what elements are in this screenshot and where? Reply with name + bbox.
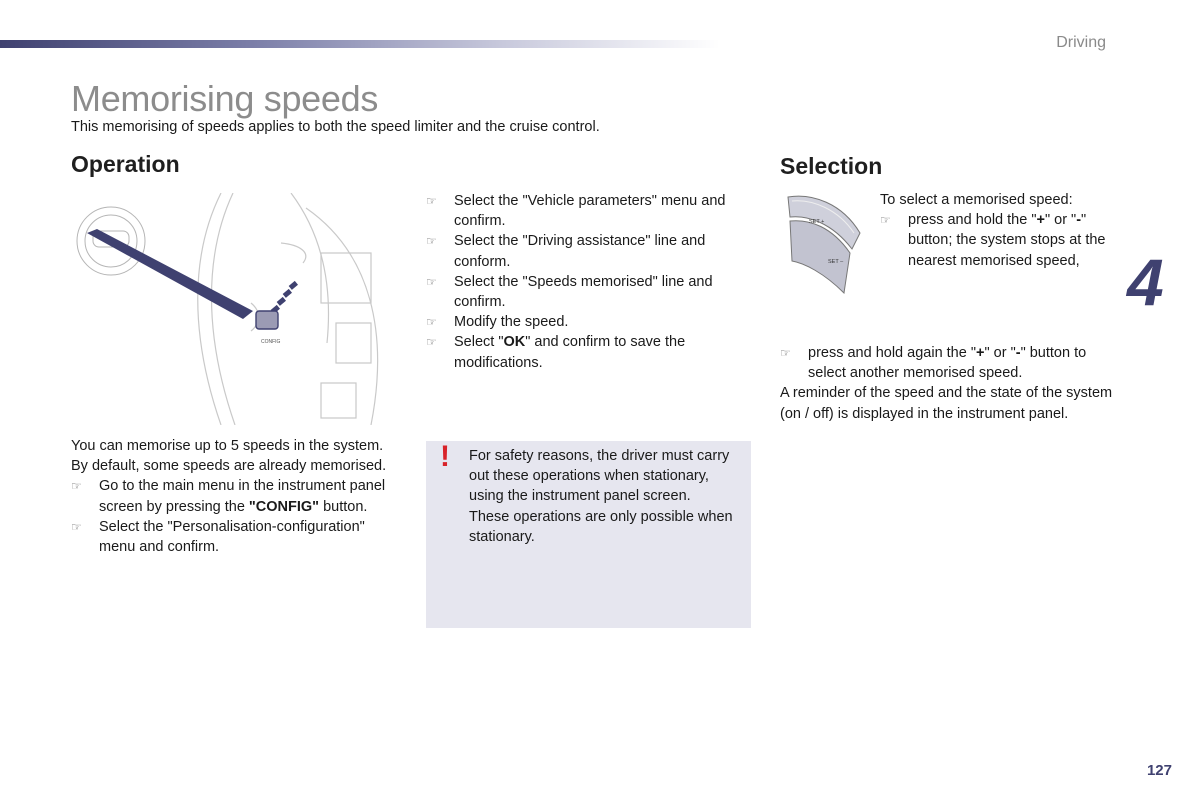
list-item: ☞ Modify the speed. — [426, 312, 751, 332]
steering-wheel-illustration — [71, 193, 391, 425]
pointing-hand-icon: ☞ — [426, 234, 437, 249]
pointing-hand-icon: ☞ — [426, 274, 437, 289]
exclamation-icon: ! — [440, 440, 450, 473]
list-item: ☞ Select the "Driving assistance" line and conform. — [426, 233, 706, 270]
chapter-number: 4 — [1127, 245, 1164, 319]
list-item: ☞ Select the "Personalisation-configuration" menu and confirm. — [71, 518, 365, 556]
list-item: ☞ press and hold the "+" or "-" button; the system stops at the nearest memorised speed, — [880, 212, 1106, 269]
paragraph: By default, some speeds are already memorised. — [71, 458, 387, 475]
page-number: 127 — [1146, 762, 1172, 779]
set-buttons-illustration — [782, 193, 864, 296]
paragraph: A reminder of the speed and the state of the system (on / off) is displayed in the instrument panel. — [780, 385, 1113, 422]
warning-text: For safety reasons, the driver must carry out these operations when stationary, using the instrument panel screen. — [469, 448, 730, 505]
pointing-hand-icon: ☞ — [880, 213, 891, 228]
operation-heading: Operation — [71, 151, 180, 177]
header-gradient-bar — [0, 40, 720, 48]
page-title: Memorising speeds — [71, 78, 379, 119]
pointing-hand-icon: ☞ — [426, 335, 437, 350]
pointing-hand-icon: ☞ — [71, 479, 82, 494]
paragraph: To select a memorised speed: — [880, 192, 1073, 208]
list-item: ☞ Select the "Vehicle parameters" menu and confirm. — [426, 193, 726, 230]
section-name: Driving — [1056, 34, 1106, 51]
safety-warning-box — [426, 441, 751, 628]
pointing-hand-icon: ☞ — [780, 346, 791, 360]
operation-steps-column — [426, 191, 751, 373]
selection-top-text — [880, 190, 1110, 271]
intro-text: This memorising of speeds applies to both the speed limiter and the cruise control. — [71, 119, 600, 135]
pointing-hand-icon: ☞ — [71, 519, 82, 534]
selection-bottom-text — [780, 343, 1120, 424]
set-plus-label: SET + — [809, 219, 825, 225]
list-item: ☞ Select the "Speeds memorised" line and confirm. — [426, 273, 713, 311]
list-item: ☞ Select "OK" and confirm to save the modifications. — [426, 334, 686, 371]
list-item: ☞ press and hold again the "+" or "-" button to select another memorised speed. — [780, 345, 1087, 382]
config-label: CONFIG — [261, 339, 281, 345]
pointing-hand-icon: ☞ — [426, 194, 437, 208]
set-minus-label: SET – — [828, 259, 844, 265]
list-item: ☞ Go to the main menu in the instrument panel screen by pressing the "CONFIG" button. — [71, 478, 386, 515]
config-button-highlight — [256, 311, 278, 329]
warning-text: These operations are only possible when stationary. — [469, 508, 733, 545]
paragraph: You can memorise up to 5 speeds in the system. — [71, 438, 384, 454]
pointing-hand-icon: ☞ — [426, 315, 437, 330]
operation-intro-column — [71, 436, 396, 557]
selection-heading: Selection — [780, 153, 883, 179]
